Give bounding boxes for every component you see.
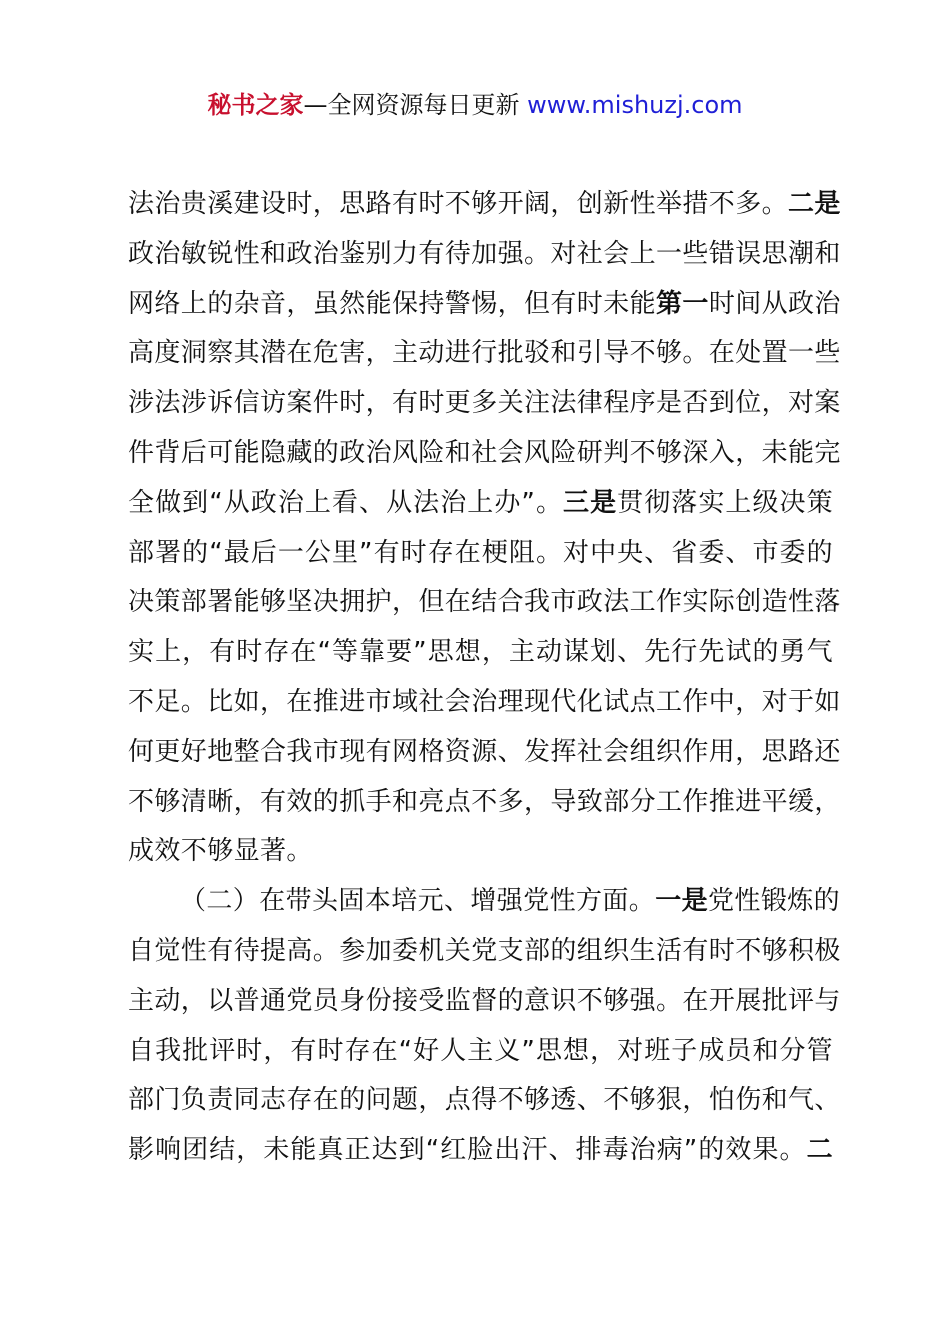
site-url-link[interactable]: www.mishuzj.com (527, 91, 743, 119)
bold-text-segment: 二是 (788, 189, 841, 219)
text-segment: 高度洞察其潜在危害，主动进行批驳和引导不够。在处置一些 (128, 338, 841, 369)
text-segment: 不够清晰，有效的抓手和亮点不多，导致部分工作推进平缓， (128, 786, 841, 817)
text-segment: 何更好地整合我市现有网格资源、发挥社会组织作用，思路还 (128, 736, 841, 767)
text-segment: 时间从政治 (708, 288, 841, 319)
text-segment: 全做到“从政治上看、从法治上办”。 (128, 487, 564, 518)
bold-text-segment: 一是 (655, 886, 709, 917)
text-line (128, 877, 841, 927)
text-line (128, 479, 833, 529)
text-segment: 自我批评时，有时存在“好人主义”思想，对班子成员和分管 (128, 1035, 833, 1066)
text-line (128, 329, 841, 379)
text-line (128, 827, 833, 877)
text-segment: 法治贵溪建设时，思路有时不够开阔，创新性举措不多。 (128, 189, 789, 219)
text-line (128, 280, 841, 330)
text-segment: 不足。比如，在推进市域社会治理现代化试点工作中，对于如 (128, 686, 841, 717)
site-tagline: —全网资源每日更新 (303, 91, 528, 119)
text-line (128, 977, 841, 1027)
text-segment: 部署的“最后一公里”有时存在梗阻。对中央、省委、市委的 (128, 537, 833, 568)
site-brand: 秘书之家 (207, 91, 304, 119)
text-segment: 实上，有时存在“等靠要”思想，主动谋划、先行先试的勇气 (128, 637, 833, 668)
text-line (128, 927, 841, 977)
text-segment: 自觉性有待提高。参加委机关党支部的组织生活有时不够积极 (128, 935, 841, 966)
text-segment: 网络上的杂音，虽然能保持警惕，但有时未能 (128, 288, 657, 319)
text-line (128, 529, 833, 579)
text-line (128, 628, 833, 678)
page-header (0, 88, 950, 122)
bold-text-segment: 第一 (656, 288, 709, 319)
text-line (128, 379, 841, 429)
document-body (128, 180, 841, 1176)
text-line (128, 728, 841, 778)
text-segment: 主动，以普通党员身份接受监督的意识不够强。在开展批评与 (128, 985, 841, 1016)
text-segment: 贯彻落实上级决策 (617, 487, 833, 518)
text-line (128, 1027, 833, 1077)
text-segment: 涉法涉诉信访案件时，有时更多关注法律程序是否到位，对案 (128, 388, 841, 419)
text-segment: 决策部署能够坚决拥护，但在结合我市政法工作实际创造性落 (128, 587, 841, 618)
text-segment: 件背后可能隐藏的政治风险和社会风险研判不够深入，未能完 (128, 437, 841, 468)
text-line (128, 180, 841, 230)
text-line (128, 778, 841, 828)
text-segment: 影响团结，未能真正达到“红脸出汗、排毒治病”的效果。 (128, 1135, 807, 1166)
text-segment: 成效不够显著。 (128, 836, 313, 867)
text-segment: 部门负责同志存在的问题，点得不够透、不够狠，怕伤和气、 (128, 1085, 841, 1116)
text-line (128, 230, 841, 280)
text-line (128, 1076, 841, 1126)
text-line (128, 429, 841, 479)
text-line (128, 1126, 833, 1176)
text-line (128, 578, 841, 628)
text-line (128, 678, 841, 728)
text-segment: 政治敏锐性和政治鉴别力有待加强。对社会上一些错误思潮和 (128, 238, 841, 269)
bold-text-segment: 二 (806, 1135, 833, 1166)
bold-text-segment: 三是 (563, 487, 618, 518)
text-segment: 党性锻炼的 (708, 886, 841, 917)
text-segment: （二）在带头固本培元、增强党性方面。 (180, 886, 656, 917)
